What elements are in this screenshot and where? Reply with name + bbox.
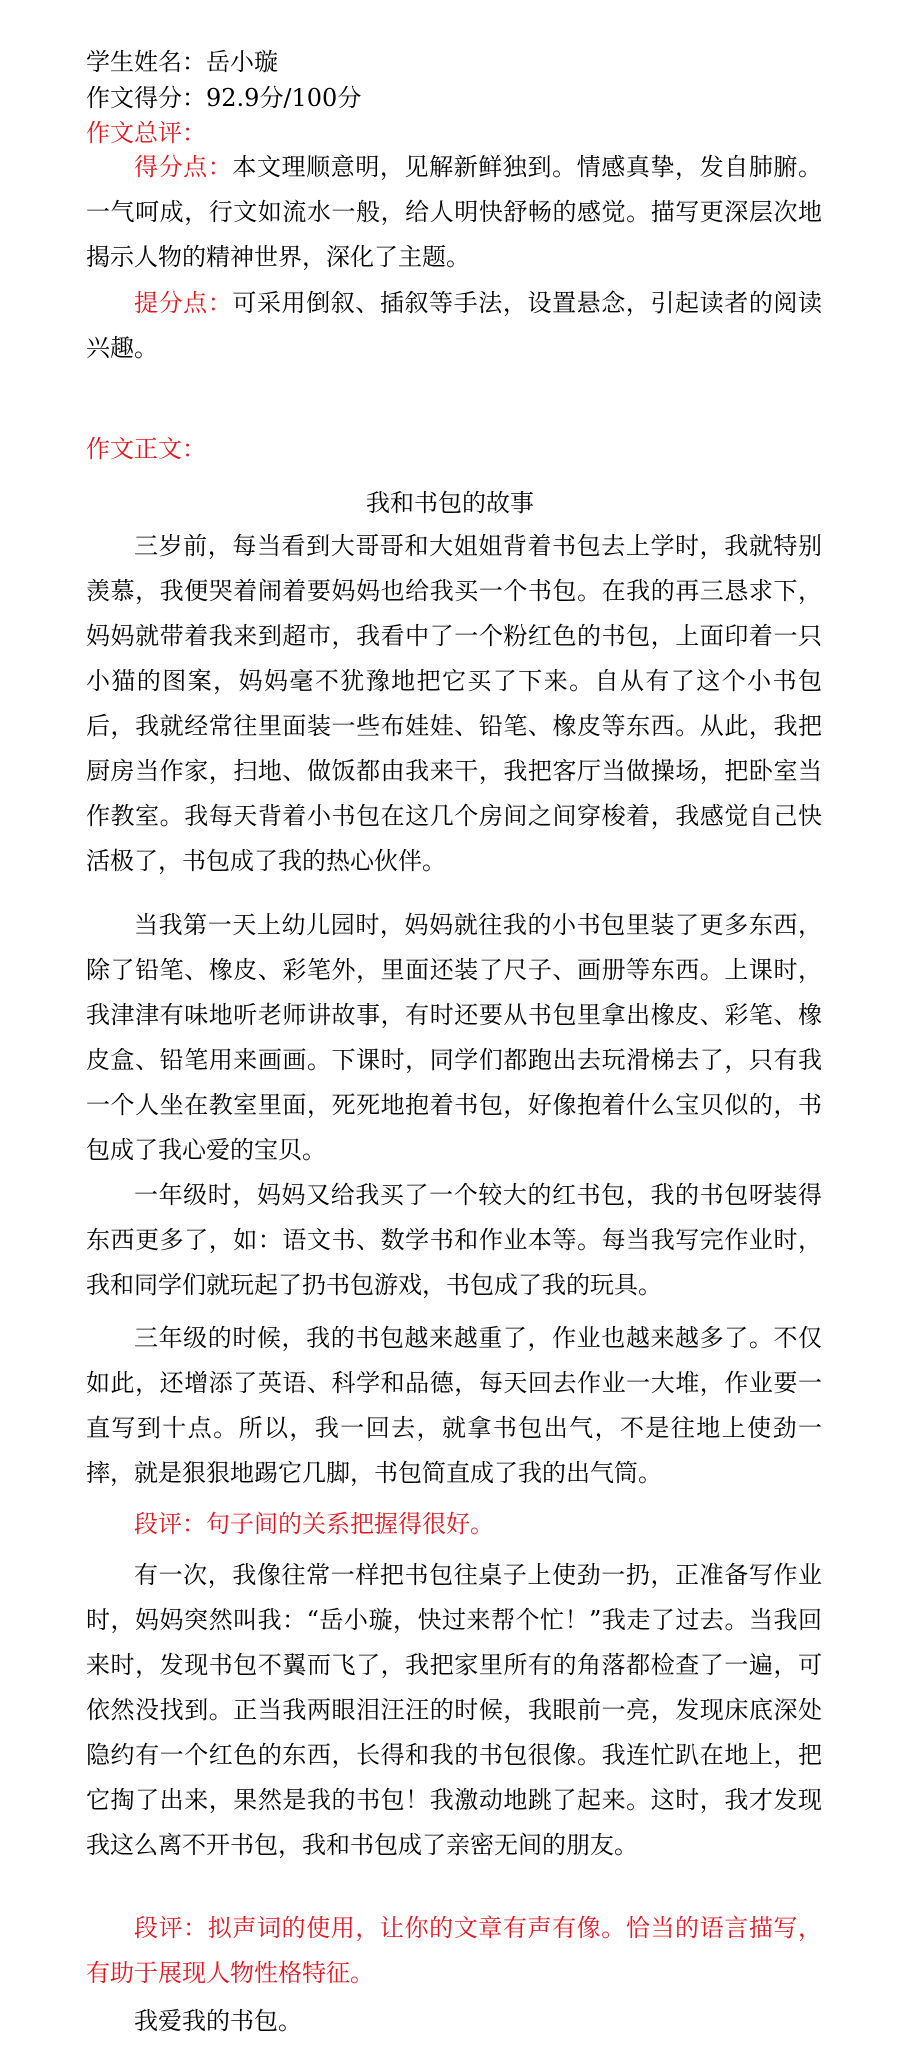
essay-paragraph: 有一次，我像往常一样把书包往桌子上使劲一扔，正准备写作业时，妈妈突然叫我：“岳小璇，快过来帮个忙！”我走了过去。当我回来时，发现书包不翼而飞了，我把家里所有的角落都检查了一遍，可依然没找到。正当我两眼泪汪汪的时候，我眼前一亮，发现床底深处隐约有一个红色的东西，长得和我的书包很像。我连忙趴在地上，把它掏了出来，果然是我的书包！我激动地跳了起来。这时，我才发现我这么离不开书包，我和书包成了亲密无间的朋友。 [86,1561,822,1859]
student-name-value: 岳小璇 [206,48,278,76]
strengths-text: 本文理顺意明，见解新鲜独到。情感真挚，发自肺腑。一气呵成，行文如流水一般，给人明快舒畅的感觉。描写更深层次地揭示人物的精神世界，深化了主题。 [86,153,823,271]
essay-paragraph: 我爱我的书包。 [134,2007,302,2035]
student-name-label: 学生姓名： [86,48,206,76]
essay-paragraph: 三年级的时候，我的书包越来越重了，作业也越来越多了。不仅如此，还增添了英语、科学和品德，每天回去作业一大堆，作业要一直写到十点。所以，我一回去，就拿书包出气，不是往地上使劲一摔，就是狠狠地踢它几脚，书包简直成了我的出气筒。 [86,1324,822,1487]
improve-label: 提分点： [134,289,233,317]
improve-text: 可采用倒叙、插叙等手法，设置悬念，引起读者的阅读兴趣。 [86,289,823,362]
review-strengths [86,145,822,280]
student-name-row [86,46,278,78]
essay-title: 我和书包的故事 [366,489,534,517]
score-value: 92.9分/100分 [206,84,362,112]
essay-heading: 作文正文： [86,435,206,463]
essay-paragraph: 三岁前，每当看到大哥哥和大姐姐背着书包去上学时，我就特别羡慕，我便哭着闹着要妈妈也给我买一个书包。在我的再三恳求下，妈妈就带着我来到超市，我看中了一个粉红色的书包，上面印着一只小猫的图案，妈妈毫不犹豫地把它买了下来。自从有了这个小书包后，我就经常往里面装一些布娃娃、铅笔、橡皮等东西。从此，我把厨房当作家，扫地、做饭都由我来干，我把客厅当做操场，把卧室当作教室。我每天背着小书包在这几个房间之间穿梭着，我感觉自己快活极了，书包成了我的热心伙伴。 [86,532,822,875]
review-improvement [86,281,822,371]
score-row [86,82,361,114]
review-heading: 作文总评： [86,119,206,147]
essay-paragraph: 一年级时，妈妈又给我买了一个较大的红书包，我的书包呀装得东西更多了，如：语文书、数学书和作业本等。每当我写完作业时，我和同学们就玩起了扔书包游戏，书包成了我的玩具。 [86,1181,822,1299]
strengths-label: 得分点： [134,153,233,181]
score-label: 作文得分： [86,84,206,112]
paragraph-comment: 段评：句子间的关系把握得很好。 [134,1510,494,1538]
essay-paragraph: 当我第一天上幼儿园时，妈妈就往我的小书包里装了更多东西，除了铅笔、橡皮、彩笔外，里面还装了尺子、画册等东西。上课时，我津津有味地听老师讲故事，有时还要从书包里拿出橡皮、彩笔、橡皮盒、铅笔用来画画。下课时，同学们都跑出去玩滑梯去了，只有我一个人坐在教室里面，死死地抱着书包，好像抱着什么宝贝似的，书包成了我心爱的宝贝。 [86,911,822,1164]
paragraph-comment: 段评：拟声词的使用，让你的文章有声有像。恰当的语言描写，有助于展现人物性格特征。 [86,1914,822,1987]
